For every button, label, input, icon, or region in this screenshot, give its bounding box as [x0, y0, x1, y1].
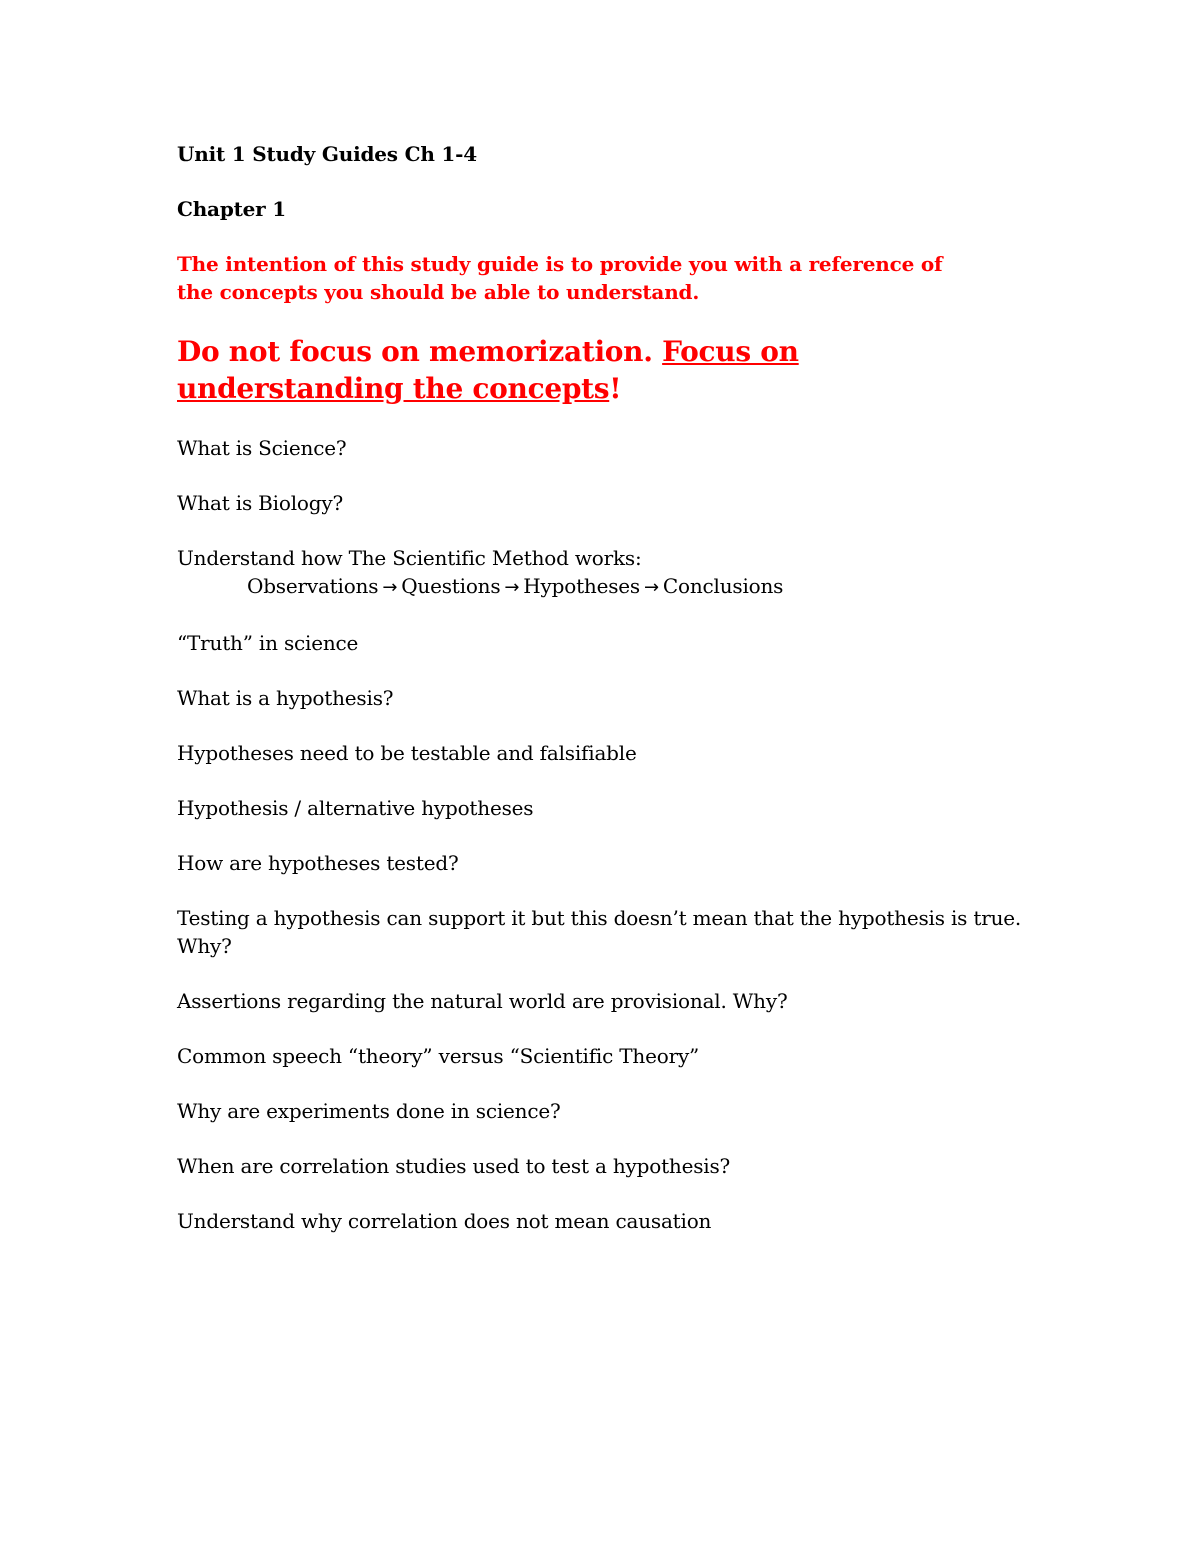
emphasis-underlined: Focus on understanding the concepts	[177, 335, 799, 405]
question-support: Testing a hypothesis can support it but this doesn’t mean that the hypothesis is true. Why?	[177, 906, 1022, 958]
item-truth: “Truth” in science	[177, 631, 359, 655]
step-observations: Observations	[247, 574, 379, 598]
scientific-method-steps	[177, 572, 1057, 602]
step-questions: Questions	[401, 574, 501, 598]
intro-note: The intention of this study guide is to provide you with a reference of the concepts you should be able to understand.	[177, 252, 943, 304]
question-tested: How are hypotheses tested?	[177, 851, 459, 875]
item-causation: Understand why correlation does not mean causation	[177, 1209, 712, 1233]
item-testable: Hypotheses need to be testable and falsifiable	[177, 741, 637, 765]
step-conclusions: Conclusions	[662, 574, 784, 598]
question-provisional: Assertions regarding the natural world are provisional. Why?	[177, 989, 788, 1013]
question-experiments: Why are experiments done in science?	[177, 1099, 561, 1123]
emphasis-note	[177, 333, 997, 407]
item-alternative: Hypothesis / alternative hypotheses	[177, 796, 534, 820]
right-arrow-icon: →	[504, 577, 520, 598]
scientific-method-intro: Understand how The Scientific Method works:	[177, 546, 642, 570]
chapter-heading: Chapter 1	[177, 197, 286, 221]
item-theory: Common speech “theory” versus “Scientific Theory”	[177, 1044, 700, 1068]
emphasis-part-3: !	[609, 372, 622, 405]
right-arrow-icon: →	[382, 577, 398, 598]
document-title: Unit 1 Study Guides Ch 1-4	[177, 142, 477, 166]
step-hypotheses: Hypotheses	[523, 574, 640, 598]
right-arrow-icon: →	[644, 577, 659, 598]
question-science: What is Science?	[177, 436, 347, 460]
document-body	[177, 140, 1057, 1262]
question-hypothesis: What is a hypothesis?	[177, 686, 394, 710]
question-biology: What is Biology?	[177, 491, 343, 515]
question-correlation: When are correlation studies used to test a hypothesis?	[177, 1154, 731, 1178]
emphasis-part-1: Do not focus on memorization.	[177, 335, 663, 368]
